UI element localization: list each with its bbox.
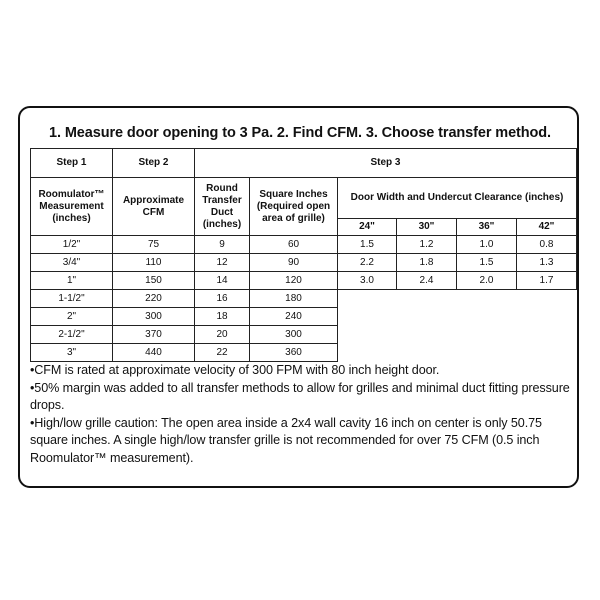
empty-cell [338, 290, 577, 308]
measurement-cell: 1" [31, 272, 113, 290]
notes-section [30, 362, 575, 468]
cfm-cell: 300 [113, 308, 195, 326]
square-inches-cell: 60 [250, 236, 338, 254]
empty-cell [338, 326, 577, 344]
instructions-heading: 1. Measure door opening to 3 Pa. 2. Find CFM. 3. Choose transfer method. [49, 125, 551, 141]
note-grille-caution: •High/low grille caution: The open area inside a 2x4 wall cavity 16 inch on center is only 50.75 square inches. A single high/low transfer grille is not recommended for over 75 CFM (0.5 inch Roomulator™ measurement). [30, 415, 542, 465]
door-width-header: Door Width and Undercut Clearance (inches) [338, 178, 577, 219]
square-inches-cell: 360 [250, 344, 338, 362]
cfm-header: Approximate CFM [113, 178, 195, 236]
measurement-cell: 1/2" [31, 236, 113, 254]
square-inches-cell: 240 [250, 308, 338, 326]
duct-cell: 14 [195, 272, 250, 290]
measurement-cell: 3" [31, 344, 113, 362]
cfm-cell: 75 [113, 236, 195, 254]
table-row [31, 344, 577, 362]
measurement-cell: 2-1/2" [31, 326, 113, 344]
table-row [31, 308, 577, 326]
table-row [31, 272, 577, 290]
duct-cell: 12 [195, 254, 250, 272]
square-inches-header: Square Inches (Required open area of grille) [250, 178, 338, 236]
square-inches-cell: 120 [250, 272, 338, 290]
empty-cell [338, 344, 577, 362]
undercut-24-cell: 1.5 [338, 236, 397, 254]
cfm-cell: 440 [113, 344, 195, 362]
round-duct-header: Round Transfer Duct (inches) [195, 178, 250, 236]
table-row [31, 290, 577, 308]
step1-header: Step 1 [31, 149, 113, 178]
roomulator-header: Roomulator™ Measurement (inches) [31, 178, 113, 236]
duct-cell: 18 [195, 308, 250, 326]
undercut-36-cell: 2.0 [457, 272, 517, 290]
note-velocity: •CFM is rated at approximate velocity of 300 FPM with 80 inch height door. [30, 363, 440, 377]
duct-cell: 9 [195, 236, 250, 254]
undercut-24-cell: 3.0 [338, 272, 397, 290]
undercut-42-cell: 1.3 [517, 254, 577, 272]
note-margin: •50% margin was added to all transfer methods to allow for grilles and minimal duct fitting pressure drops. [30, 380, 570, 413]
width-42-header: 42" [517, 219, 577, 236]
cfm-cell: 370 [113, 326, 195, 344]
table-row [31, 236, 577, 254]
measurement-cell: 3/4" [31, 254, 113, 272]
table-row [31, 326, 577, 344]
undercut-42-cell: 1.7 [517, 272, 577, 290]
step2-header: Step 2 [113, 149, 195, 178]
undercut-42-cell: 0.8 [517, 236, 577, 254]
width-36-header: 36" [457, 219, 517, 236]
square-inches-cell: 300 [250, 326, 338, 344]
table-row [31, 254, 577, 272]
undercut-36-cell: 1.5 [457, 254, 517, 272]
measurement-cell: 2" [31, 308, 113, 326]
measurement-cell: 1-1/2" [31, 290, 113, 308]
square-inches-cell: 180 [250, 290, 338, 308]
duct-cell: 22 [195, 344, 250, 362]
undercut-30-cell: 2.4 [397, 272, 457, 290]
duct-cell: 16 [195, 290, 250, 308]
step3-header: Step 3 [195, 149, 577, 178]
undercut-30-cell: 1.8 [397, 254, 457, 272]
undercut-24-cell: 2.2 [338, 254, 397, 272]
width-30-header: 30" [397, 219, 457, 236]
cfm-cell: 220 [113, 290, 195, 308]
undercut-30-cell: 1.2 [397, 236, 457, 254]
cfm-cell: 110 [113, 254, 195, 272]
width-24-header: 24" [338, 219, 397, 236]
undercut-36-cell: 1.0 [457, 236, 517, 254]
transfer-method-table [30, 148, 577, 362]
square-inches-cell: 90 [250, 254, 338, 272]
duct-cell: 20 [195, 326, 250, 344]
empty-cell [338, 308, 577, 326]
cfm-cell: 150 [113, 272, 195, 290]
